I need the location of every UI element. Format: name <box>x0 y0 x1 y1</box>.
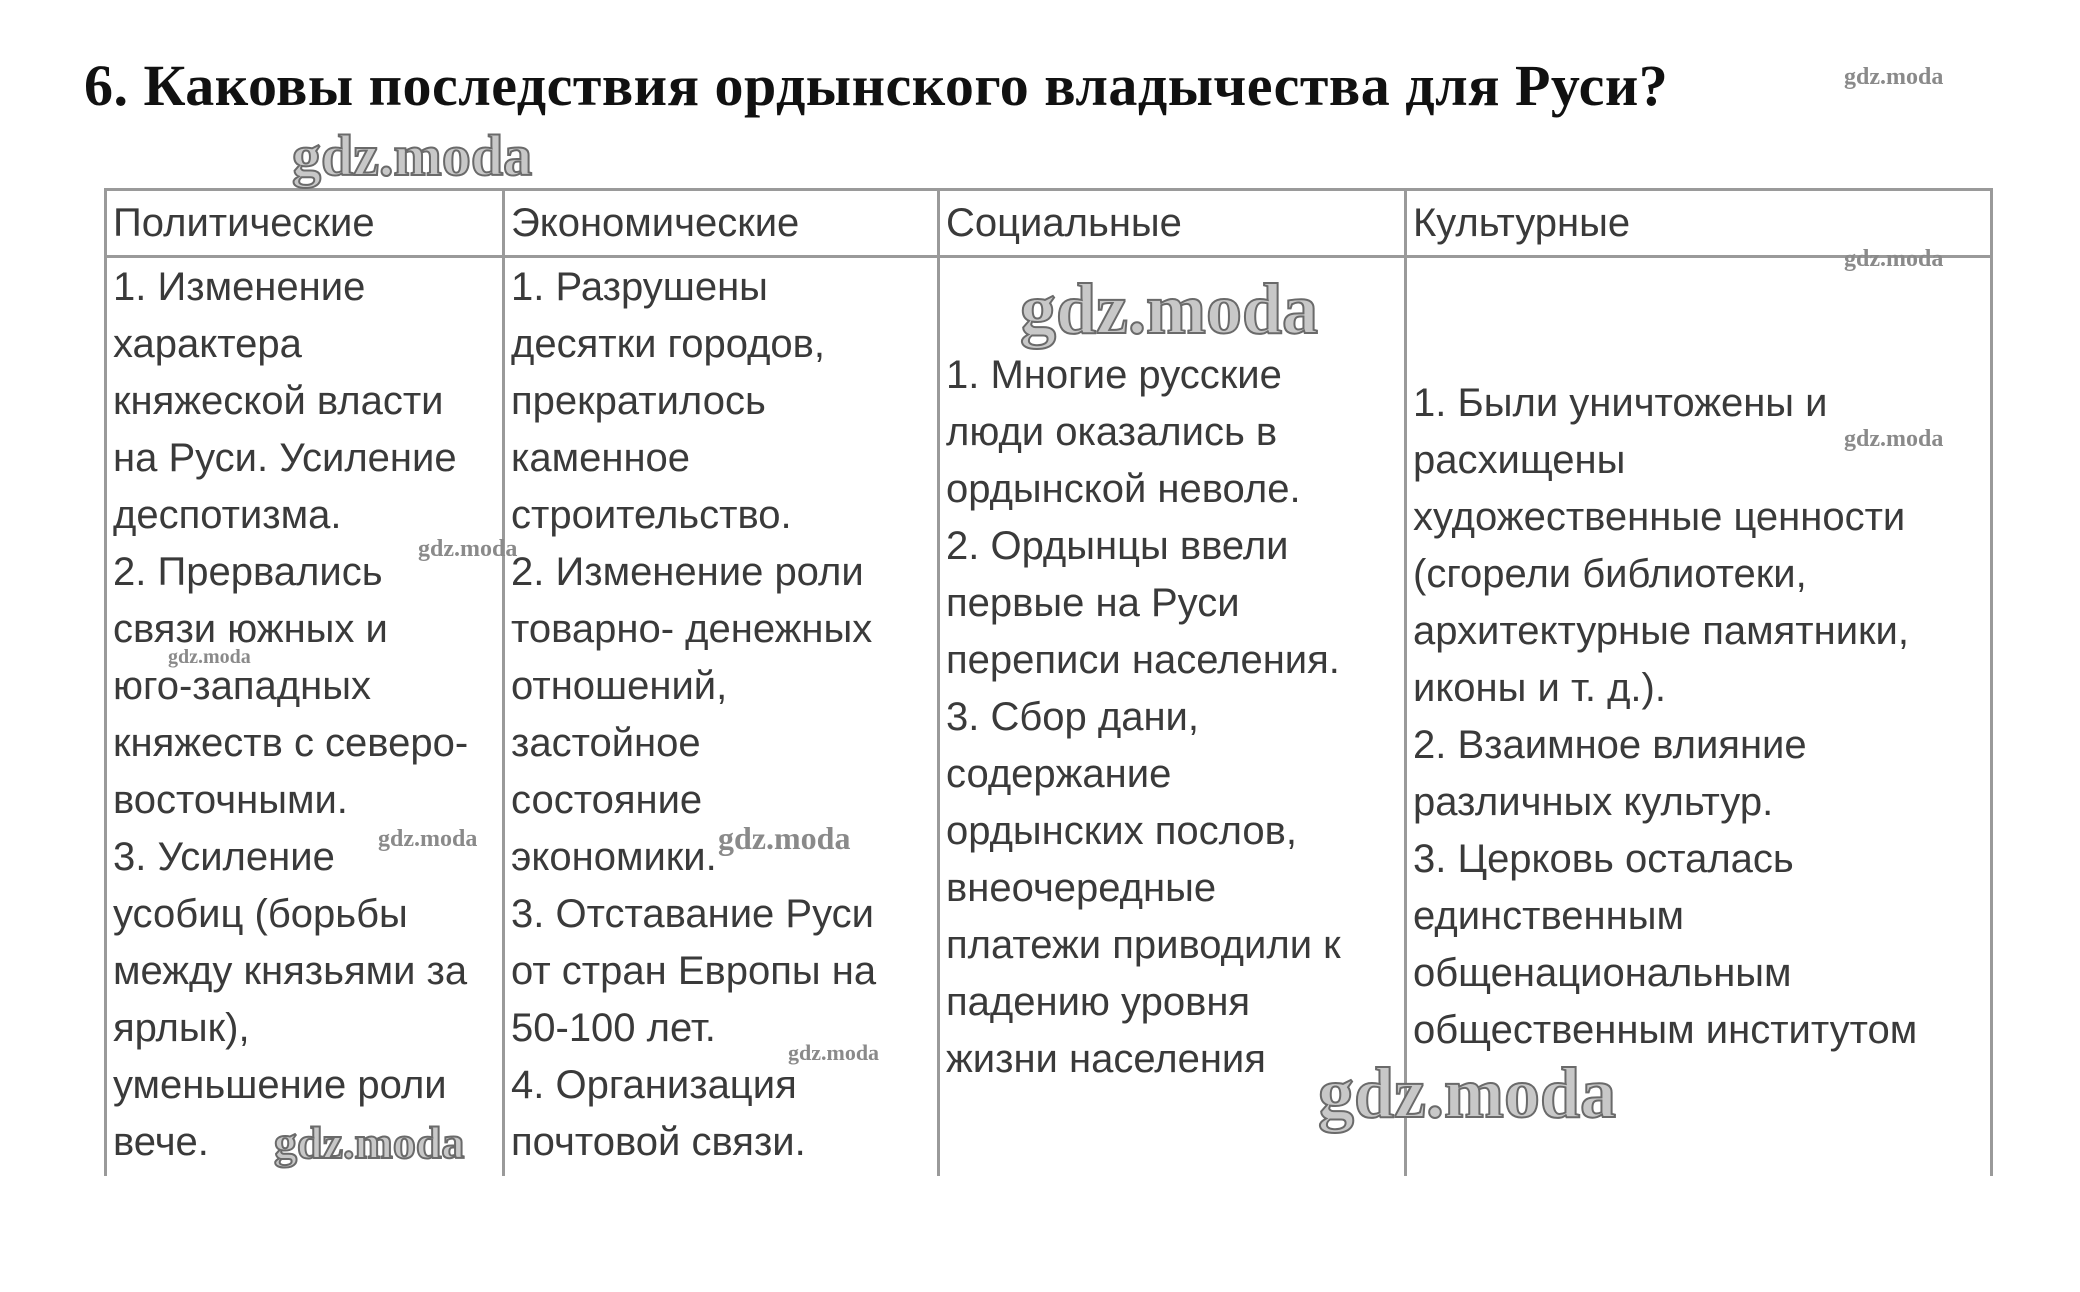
watermark: gdz.moda <box>1844 64 1944 90</box>
table-header-social: Социальные <box>940 191 1404 258</box>
table-header-cultural: Культурные <box>1407 191 1990 258</box>
watermark: gdz.moda <box>1844 426 1944 452</box>
question-title: 6. Каковы последствия ордынского владычества для Руси? <box>84 53 1669 118</box>
watermark: gdz.moda <box>168 646 251 668</box>
table-column-economic <box>505 191 940 1176</box>
watermark: gdz.moda <box>1318 1053 1617 1133</box>
watermark: gdz.moda <box>292 123 533 188</box>
table-cell-social: 1. Многие русские люди оказались в ордынской неволе. 2. Ордынцы ввели первые на Руси переписи населения. 3. Сбор дани, содержание ордынских послов, внеочередные платежи приводили к падению уровня жизни населения <box>946 353 1341 1081</box>
watermark: gdz.moda <box>274 1117 465 1168</box>
table-cell-economic: 1. Разрушены десятки городов, прекратилось каменное строительство. 2. Изменение роли товарно- денежных отношений, застойное состояние экономики. 3. Отставание Руси от стран Европы на 50-100 лет. 4. Организация почтовой связи. <box>511 265 877 1164</box>
table-cell-cultural: 1. Были уничтожены и расхищены художественные ценности (сгорели библиотеки, архитектурные памятники, иконы и т. д.). 2. Взаимное влияние различных культур. 3. Церковь осталась единственным общенациональным общественным институтом <box>1413 381 1918 1052</box>
watermark: gdz.moda <box>1844 246 1944 272</box>
watermark: gdz.moda <box>378 826 478 852</box>
watermark: gdz.moda <box>1020 269 1319 349</box>
table-column-political <box>107 191 505 1176</box>
watermark: gdz.moda <box>788 1040 880 1065</box>
table-header-political: Политические <box>107 191 502 258</box>
watermark: gdz.moda <box>718 820 851 856</box>
table-column-cultural <box>1407 191 1990 1176</box>
table-cell-political: 1. Изменение характера княжеской власти на Руси. Усиление деспотизма. 2. Прервались связи южных и юго-западных княжеств с северо- восточными. 3. Усиление усобиц (борьбы между князьями за ярлык), уменьшение роли вече. <box>113 265 469 1164</box>
watermark: gdz.moda <box>418 536 518 562</box>
table-header-economic: Экономические <box>505 191 937 258</box>
